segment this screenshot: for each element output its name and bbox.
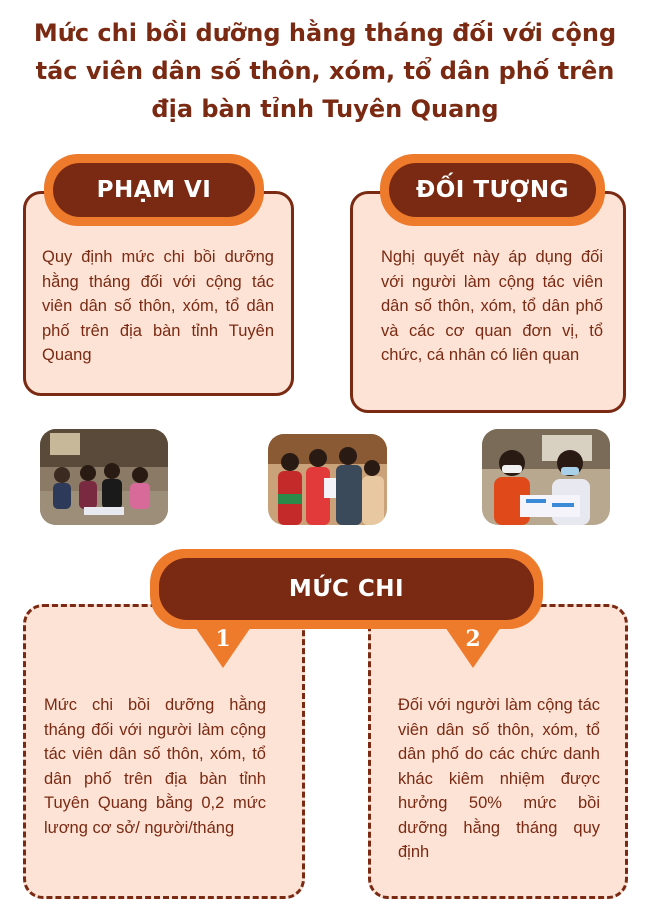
photo-health-worker-icon <box>482 429 610 525</box>
doi-tuong-heading-label: ĐỐI TƯỢNG <box>389 163 596 217</box>
muc-chi-item-1-text: Mức chi bồi dưỡng hằng tháng đối với người làm cộng tác viên dân số thôn, xóm, tổ dân phố trên địa bàn tỉnh Tuyên Quang bằng 0,2 mức lương cơ sở/ người/tháng <box>44 696 266 837</box>
doi-tuong-text: Nghị quyết này áp dụng đối với người làm cộng tác viên dân số thôn, xóm, tổ dân phố và các cơ quan đơn vị, tổ chức, cá nhân có liên quan <box>381 248 603 364</box>
muc-chi-heading <box>150 549 543 629</box>
doi-tuong-heading <box>380 154 605 226</box>
pham-vi-heading-label: PHẠM VI <box>53 163 255 217</box>
pham-vi-text: Quy định mức chi bồi dưỡng hằng tháng đối với cộng tác viên dân số thôn, xóm, tổ dân phố trên địa bàn tỉnh Tuyên Quang <box>42 248 274 364</box>
number-marker-1 <box>193 624 253 670</box>
number-1-label: 1 <box>215 626 231 652</box>
number-marker-2 <box>443 624 503 670</box>
photo-community-meeting-icon <box>40 429 168 525</box>
page-title: Mức chi bồi dưỡng hằng tháng đối với cộng tác viên dân số thôn, xóm, tổ dân phố trên địa bàn tỉnh Tuyên Quang <box>33 19 617 123</box>
muc-chi-item-2-text: Đối với người làm cộng tác viên dân số thôn, xóm, tổ dân phố do các chức danh khác kiêm nhiệm được hưởng 50% mức bồi dưỡng hằng tháng quy định <box>398 696 600 861</box>
pham-vi-heading <box>44 154 264 226</box>
photo-family-visit-icon <box>268 434 387 525</box>
number-2-label: 2 <box>465 626 481 652</box>
muc-chi-heading-label: MỨC CHI <box>159 558 534 620</box>
